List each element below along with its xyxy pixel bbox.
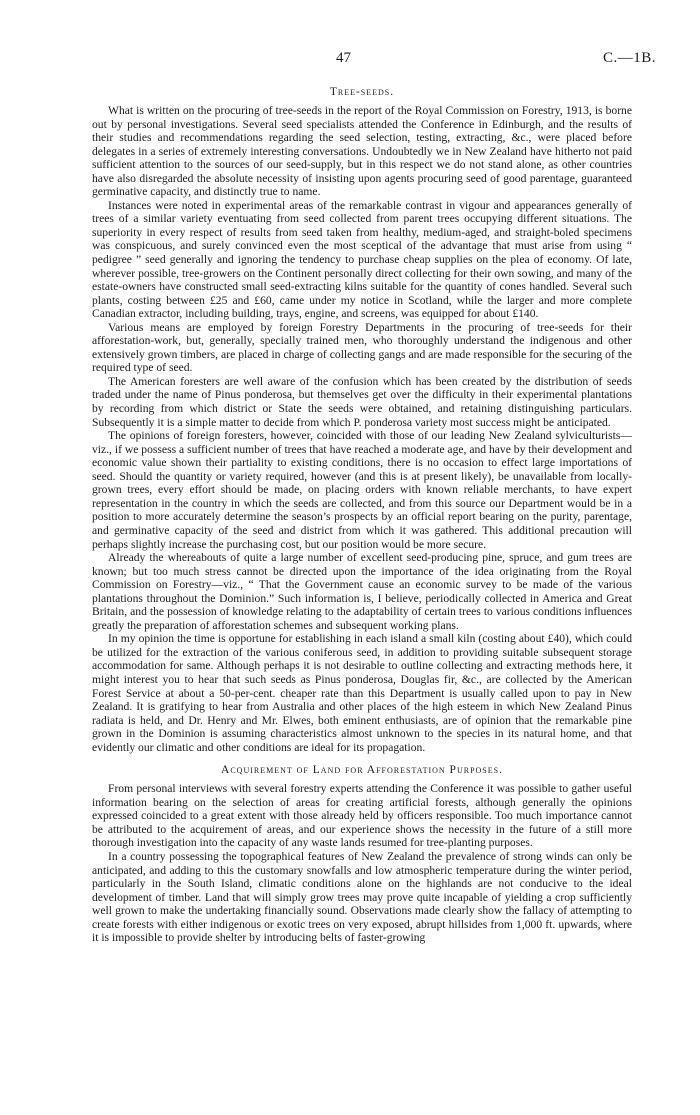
page-number: 47 xyxy=(336,50,351,66)
paragraph: From personal interviews with several forestry experts attending the Conference it was possible to gather useful information bearing on the selection of areas for creating artificial forests, although generally the opinions expressed coincided to a great extent with those already held by officers responsible. Too much importance cannot be attributed to the acquirement of areas, and our experience shows the necessity in the future of a still more thorough investigation into the capacity of any waste lands resumed for tree-planting purposes. xyxy=(92,782,632,850)
paragraph: In a country possessing the topographical features of New Zealand the prevalence of strong winds can only be anticipated, and adding to this the customary snowfalls and low atmospheric temperature during the winter period, particularly in the South Island, climatic conditions alone on the highlands are not conducive to the ideal development of timber. Land that will simply grow trees may prove quite incapable of yielding a crop sufficiently well grown to make the undertaking financially sound. Observations made clearly show the fallacy of attempting to create forests with either indigenous or exotic trees on very exposed, abrupt hillsides from 1,000 ft. upwards, where it is impossible to provide shelter by introducing belts of faster-growing xyxy=(92,849,632,945)
section-title-tree-seeds: Tree-seeds. xyxy=(329,86,395,98)
paragraph: Instances were noted in experimental areas of the remarkable contrast in vigour and appearances generally of trees of a similar variety eventuating from seed collected from parent trees occupying different situations. The superiority in every respect of results from seed taken from healthy, medium-aged, and straight-boled specimens was conspicuous, and surely convinced even the most sceptical of the advantage that must arise from using “ pedigree ” seed generally and ignoring the tendency to purchase cheap supplies on the plea of economy. Of late, wherever possible, tree-growers on the Continent personally direct collecting for their own sowing, and many of the estate-owners have constructed small seed-extracting kilns suitable for the quantity of cones handled. Several such plants, costing between £25 and £60, came under my notice in Scotland, while the larger and more complete Canadian extractor, including building, trays, engine, and screens, was equipped for about £140. xyxy=(92,198,632,321)
body-text xyxy=(92,86,632,945)
page-header xyxy=(0,50,700,74)
section-title-land-acquirement: Acquirement of Land for Afforestation Purposes. xyxy=(221,764,503,777)
paragraph: What is written on the procuring of tree-seeds in the report of the Royal Commission on Forestry, 1913, is borne out by personal investigations. Several seed specialists attended the Conference in Edinburgh, and the results of their studies and recommendations regarding the seed selection, testing, extracting, &c., were placed before delegates in a series of extremely interesting conversations. Undoubtedly we in New Zealand have hitherto not paid sufficient attention to the sources of our seed-supply, but in this respect we do not stand alone, as other countries have also disregarded the absolute necessity of insisting upon agents procuring seed of good parentage, guaranteed germinative capacity, and distinctly true to name. xyxy=(92,104,632,199)
document-reference: C.—1B. xyxy=(602,50,656,66)
paragraph: The opinions of foreign foresters, however, coincided with those of our leading New Zealand sylviculturists—viz., if we possess a sufficient number of trees that have reached a moderate age, and have by their development and economic value shown their partiality to existing conditions, there is no occasion to effect large importations of seed. Should the quantity or variety required, however (and this is at present likely), be unavailable from locally-grown trees, every effort should be made, on placing orders with known reliable merchants, to have expert representation in the country in which the seeds are collected, and from this source our Department would be in a position to more accurately determine the season’s prospects by an official report bearing on the purity, parentage, and germinative capacity of the seed and district from which it was gathered. This additional precaution will perhaps slightly increase the purchasing cost, but our position would be more secure. xyxy=(92,429,632,551)
paragraph: Already the whereabouts of quite a large number of excellent seed-producing pine, spruce, and gum trees are known; but too much stress cannot be directed upon the importance of the idea originating from the Royal Commission on Forestry—viz., “ That the Government cause an economic survey to be made of the various plantations throughout the Dominion.” Such information is, I believe, periodically collected in America and Great Britain, and the possession of knowledge relating to the adaptability of certain trees to various conditions influences greatly the preparation of afforestation schemes and subsequent working plans. xyxy=(92,551,632,632)
paragraph: In my opinion the time is opportune for establishing in each island a small kiln (costing about £40), which could be utilized for the extraction of the various coniferous seed, in addition to providing suitable subsequent storage accommodation for same. Although perhaps it is not desirable to outline collecting and extracting methods here, it might interest you to hear that such seeds as Pinus ponderosa, Douglas fir, &c., are collected by the American Forest Service at about a 50-per-cent. cheaper rate than this Department is usually called upon to pay in New Zealand. It is gratifying to hear from Australia and other places of the high esteem in which New Zealand Pinus radiata is held, and Dr. Henry and Mr. Elwes, both eminent enthusiasts, are of opinion that the remarkable pine grown in the Dominion is assuming characteristics almost unknown to the species in its natural home, and that evidently our climatic and other conditions are ideal for its propagation. xyxy=(92,632,632,754)
paragraph: The American foresters are well aware of the confusion which has been created by the distribution of seeds traded under the name of Pinus ponderosa, but themselves get over the difficulty in their experimental plantations by recording from which district or State the seeds were obtained, and retaining distinguishing particulars. Subsequently it is a simple matter to decide from which P. ponderosa variety most success might be anticipated. xyxy=(92,374,632,429)
paragraph: Various means are employed by foreign Forestry Departments in the procuring of tree-seeds for their afforestation-work, but, generally, specially trained men, who thoroughly understand the indigenous and other extensively grown timbers, are placed in charge of collecting gangs and are made responsible for the securing of the required type of seed. xyxy=(92,320,632,375)
